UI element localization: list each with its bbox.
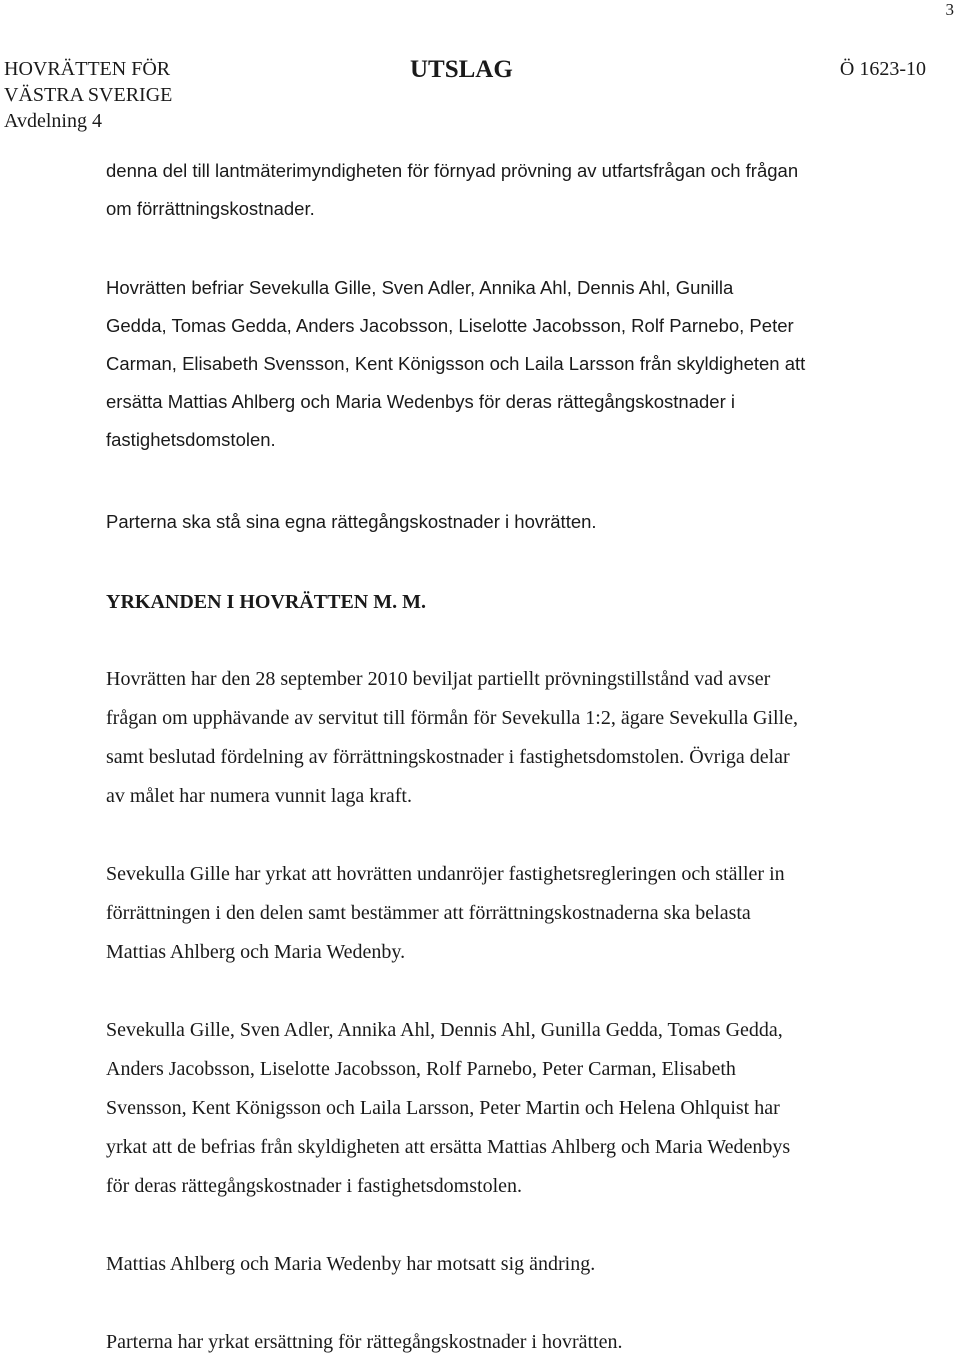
- division-label: Avdelning 4: [4, 110, 102, 132]
- paragraph-own-costs: [106, 503, 906, 541]
- court-name-line1: HOVRÄTTEN FÖR: [4, 58, 171, 80]
- text-line: för deras rättegångskostnader i fastighetsdomstolen.: [106, 1175, 522, 1197]
- text-line: Mattias Ahlberg och Maria Wedenby.: [106, 941, 406, 963]
- document-type: UTSLAG: [410, 56, 513, 83]
- text-line: Hovrätten har den 28 september 2010 beviljat partiellt prövningstillstånd vad avser: [106, 668, 771, 690]
- text-line: Anders Jacobsson, Liselotte Jacobsson, Rolf Parnebo, Peter Carman, Elisabeth: [106, 1058, 736, 1080]
- text-line: Sevekulla Gille har yrkat att hovrätten undanröjer fastighetsregleringen och ställer in: [106, 863, 785, 885]
- text-line: samt beslutad fördelning av förrättningskostnader i fastighetsdomstolen. Övriga delar: [106, 746, 790, 768]
- text-line: av målet har numera vunnit laga kraft.: [106, 785, 412, 807]
- text-line: Carman, Elisabeth Svensson, Kent Königsson och Laila Larsson från skyldigheten att: [106, 353, 806, 374]
- text-line: Gedda, Tomas Gedda, Anders Jacobsson, Liselotte Jacobsson, Rolf Parnebo, Peter: [106, 315, 794, 336]
- paragraph-continuation: [106, 152, 906, 228]
- text-line: fastighetsdomstolen.: [106, 429, 276, 450]
- text-line: ersätta Mattias Ahlberg och Maria Wedenbys för deras rättegångskostnader i: [106, 391, 735, 412]
- court-header: [4, 56, 172, 134]
- text-line: Svensson, Kent Königsson och Laila Larsson, Peter Martin och Helena Ohlquist har: [106, 1097, 780, 1119]
- text-line: Sevekulla Gille, Sven Adler, Annika Ahl, Dennis Ahl, Gunilla Gedda, Tomas Gedda,: [106, 1019, 783, 1041]
- court-name-line2: VÄSTRA SVERIGE: [4, 84, 173, 106]
- page-number: 3: [945, 0, 954, 19]
- text-line: yrkat att de befrias från skyldigheten att ersätta Mattias Ahlberg och Maria Wedenbys: [106, 1136, 791, 1158]
- text-line: Mattias Ahlberg och Maria Wedenby har motsatt sig ändring.: [106, 1253, 596, 1275]
- paragraph-exemption: [106, 269, 906, 459]
- case-number: Ö 1623-10: [839, 58, 926, 80]
- paragraph-gille-claim: [106, 855, 906, 972]
- paragraph-parties-claim: [106, 1011, 906, 1206]
- text-line: Parterna ska stå sina egna rättegångskostnader i hovrätten.: [106, 511, 597, 532]
- text-line: förrättningen i den delen samt bestämmer att förrättningskostnaderna ska belasta: [106, 902, 751, 924]
- text-line: denna del till lantmäterimyndigheten för förnyad prövning av utfartsfrågan och frågan: [106, 160, 799, 181]
- text-line: Hovrätten befriar Sevekulla Gille, Sven Adler, Annika Ahl, Dennis Ahl, Gunilla: [106, 277, 734, 298]
- paragraph-opposition: [106, 1245, 906, 1284]
- text-line: om förrättningskostnader.: [106, 198, 315, 219]
- section-heading: YRKANDEN I HOVRÄTTEN M. M.: [106, 591, 426, 613]
- text-line: frågan om upphävande av servitut till förmån för Sevekulla 1:2, ägare Sevekulla Gille,: [106, 707, 799, 729]
- paragraph-leave-to-appeal: [106, 660, 906, 816]
- text-line: Parterna har yrkat ersättning för rättegångskostnader i hovrätten.: [106, 1331, 623, 1353]
- paragraph-costs-claim: [106, 1323, 906, 1362]
